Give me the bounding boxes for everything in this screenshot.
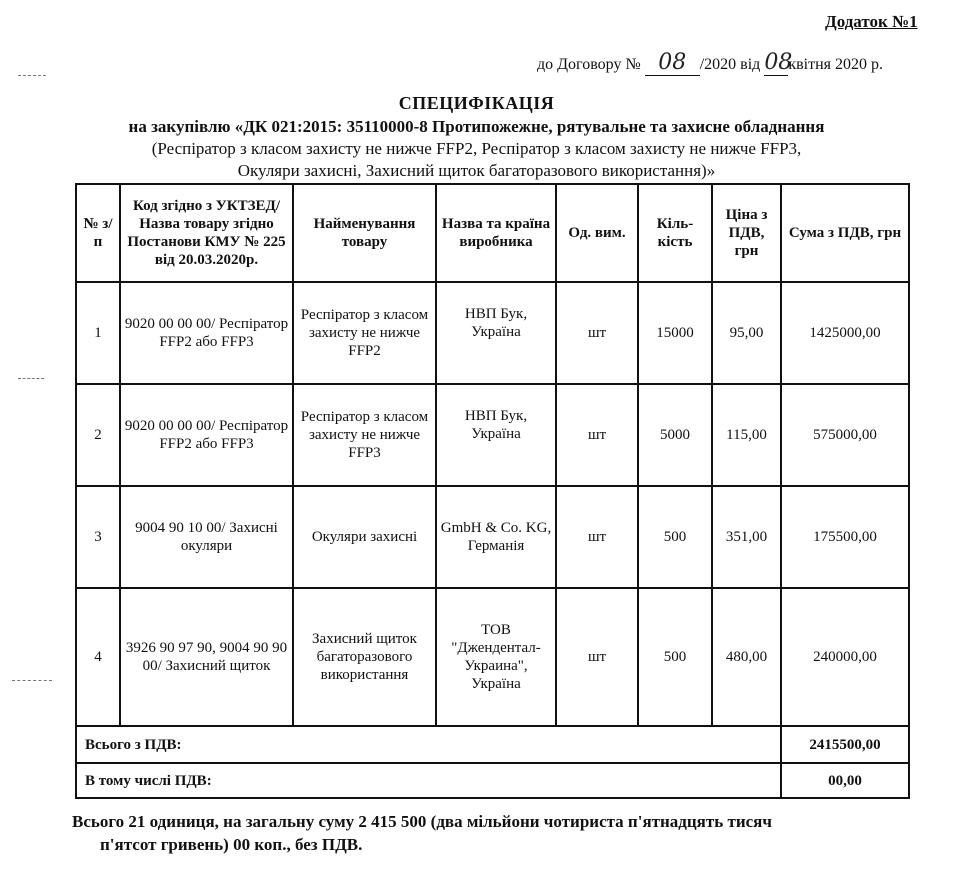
row-country: НВП Бук, Україна [436,282,556,384]
title-subject-line2: (Респіратор з класом захисту не нижче FFP2, Респіратор з класом захисту не нижче FFP3, [151,139,802,158]
row-name: Респіратор з класом захисту не нижче FFP2 [293,282,436,384]
row-num: 1 [76,282,120,384]
header-price: Ціна з ПДВ, грн [712,184,781,282]
row-unit: шт [556,486,638,588]
header-qty: Кіль-кість [638,184,712,282]
table-header-row [76,184,909,282]
table-row [76,282,909,384]
row-sum: 175500,00 [781,486,909,588]
vat-label: В тому числі ПДВ: [76,763,781,798]
vat-value: 00,00 [781,763,909,798]
header-name: Найменування товару [293,184,436,282]
summary-line1: Всього 21 одиниця, на загальну суму 2 415 500 (два мільйони чотириста п'ятнадцять тисяч [72,812,772,831]
row-name: Окуляри захисні [293,486,436,588]
table-row [76,486,909,588]
row-code: 9020 00 00 00/ Респіратор FFP2 або FFP3 [120,384,293,486]
row-unit: шт [556,588,638,726]
title-subject-line1: на закупівлю «ДК 021:2015: 35110000-8 Протипожежне, рятувальне та захисне обладнання [128,117,825,136]
contract-year: /2020 [699,56,737,73]
row-country: GmbH & Co. KG, Германія [436,486,556,588]
table-row [76,588,909,726]
contract-prefix: до Договору № [537,56,641,73]
total-value: 2415500,00 [781,726,909,763]
title-subject-line3: Окуляри захисні, Захисний щиток багаторазового використання)» [237,161,716,180]
row-country: ТОВ "Джендентал-Украина", Україна [436,588,556,726]
table-row [76,384,909,486]
row-price: 115,00 [712,384,781,486]
row-qty: 500 [638,486,712,588]
scan-mark [18,378,44,379]
header-unit: Од. вим. [556,184,638,282]
contract-reference [537,50,883,76]
row-num: 3 [76,486,120,588]
document-title: СПЕЦИФІКАЦІЯ [398,93,555,113]
row-code: 3926 90 97 90, 9004 90 90 00/ Захисний щиток [120,588,293,726]
row-num: 4 [76,588,120,726]
row-code: 9004 90 10 00/ Захисні окуляри [120,486,293,588]
scan-mark [12,680,52,681]
contract-number: 08 [645,50,700,76]
row-unit: шт [556,282,638,384]
row-price: 95,00 [712,282,781,384]
row-qty: 500 [638,588,712,726]
appendix-label: Додаток №1 [825,12,918,31]
vat-row [76,763,909,798]
header-num: № з/п [76,184,120,282]
header-sum: Сума з ПДВ, грн [781,184,909,282]
row-price: 351,00 [712,486,781,588]
contract-from: від [740,56,761,73]
row-name: Захисний щиток багаторазового використання [293,588,436,726]
header-code: Код згідно з УКТЗЕД/Назва товару згідно Постанови КМУ № 225 від 20.03.2020р. [120,184,293,282]
row-name: Респіратор з класом захисту не нижче FFP3 [293,384,436,486]
summary-line2: п'ятсот гривень) 00 коп., без ПДВ. [100,835,363,854]
header-country: Назва та країна виробника [436,184,556,282]
row-sum: 575000,00 [781,384,909,486]
total-row [76,726,909,763]
row-code: 9020 00 00 00/ Респіратор FFP2 або FFP3 [120,282,293,384]
row-qty: 5000 [638,384,712,486]
contract-date-rest: квітня 2020 р. [788,56,883,73]
contract-day: 08 [764,50,793,75]
row-country: НВП Бук, Україна [436,384,556,486]
row-sum: 1425000,00 [781,282,909,384]
row-num: 2 [76,384,120,486]
specification-table [75,183,910,799]
scan-mark [18,75,46,76]
row-sum: 240000,00 [781,588,909,726]
row-unit: шт [556,384,638,486]
total-label: Всього з ПДВ: [76,726,781,763]
row-price: 480,00 [712,588,781,726]
row-qty: 15000 [638,282,712,384]
